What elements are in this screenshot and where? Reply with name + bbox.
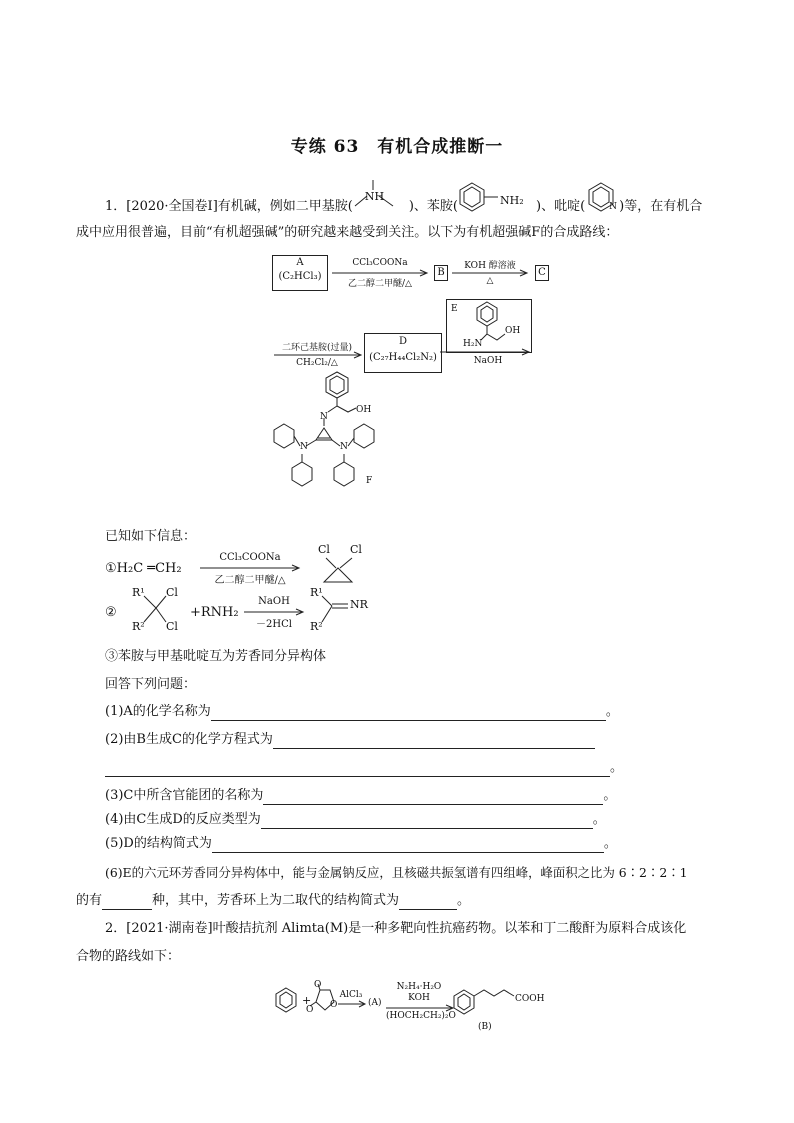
q2-plus: + (302, 994, 312, 1007)
sub2-text: (2)由B生成C的化学方程式为 (105, 732, 273, 747)
known1-reactant: ①H₂C ═CH₂ (105, 561, 182, 576)
sub2-line2 (105, 759, 623, 777)
q2-compound-b: (B) (478, 1022, 492, 1032)
known2-bottom-label: －2HCl (256, 619, 292, 630)
arrow3-top-label: 二环己基胺(过量) (281, 343, 353, 353)
known2-nr: NR (350, 598, 368, 611)
known2-num: ② (105, 605, 117, 620)
q1-line1-a: 1．[2020·全国卷Ⅰ]有机碱，例如二甲基胺( (105, 199, 353, 214)
q2-compound-a: (A) (368, 998, 382, 1008)
sub1-period: 。 (605, 704, 619, 719)
q2-anhydride-o1: O (314, 980, 322, 990)
page-title: 专练 63 有机合成推断一 (290, 137, 504, 157)
arrow4-bottom-label: NaOH (473, 356, 503, 366)
sub6-blank-structure[interactable] (399, 896, 457, 910)
nh-label: NH (364, 190, 385, 203)
compound-f-right-n: N (340, 442, 348, 452)
compound-e-label: E (451, 304, 458, 314)
compound-d-label: D (398, 336, 408, 347)
arrow2-top-label: KOH 醇溶液 (464, 261, 516, 271)
compound-c-box: C (535, 265, 549, 281)
known2-cl2: Cl (166, 620, 178, 633)
known2-top-label: NaOH (258, 596, 290, 607)
sub3 (105, 787, 616, 805)
sub4-text: (4)由C生成D的反应类型为 (105, 812, 261, 827)
arrow3-bottom-label: CH₂Cl₂/△ (296, 358, 338, 368)
known3: ③苯胺与甲基吡啶互为芳香同分异构体 (105, 649, 327, 664)
sub2-blank[interactable] (273, 735, 595, 749)
known-title: 已知如下信息： (105, 529, 197, 544)
sub6-line2 (76, 892, 470, 910)
sub4 (105, 811, 606, 829)
compound-f-left-n: N (300, 442, 308, 452)
q1-line2: 成中应用很普遍，目前“有机超强碱”的研究越来越受到关注。以下为有机超强碱F的合成路线： (76, 225, 619, 240)
sub5 (105, 835, 617, 853)
sub6-blank-count[interactable] (102, 896, 152, 910)
known2-product-r2: R² (310, 620, 323, 633)
pyridine-structure (585, 196, 619, 210)
compound-e-box (446, 299, 532, 353)
q2-arrow2-top2: KOH (408, 993, 430, 1003)
known2-product-r1: R¹ (310, 586, 323, 599)
q2-line2: 合物的路线如下： (76, 949, 181, 964)
arrow1-top-label: CCl₃COONa (352, 258, 408, 268)
sub4-blank[interactable] (261, 815, 593, 829)
compound-d-formula: (C₂₇H₄₄Cl₂N₂) (369, 352, 437, 363)
q2-arrow1-top: AlCl₃ (339, 990, 363, 1000)
q2-arrow2-top1: N₂H₄·H₂O (396, 982, 442, 992)
compound-b-box: B (434, 265, 448, 281)
sub4-period: 。 (592, 812, 606, 827)
sub1-blank[interactable] (211, 707, 606, 721)
sub1 (105, 703, 619, 721)
known2-r1: R¹ (132, 586, 145, 599)
q1-line1-d: )等，在有机合 (619, 199, 703, 214)
nh2-label: NH₂ (500, 194, 524, 207)
arrow1-bottom-label: 乙二醇二甲醚/△ (348, 279, 412, 289)
q2-arrow1-icon (338, 1001, 368, 1007)
compound-d-box (364, 333, 442, 373)
arrow4-icon (440, 349, 532, 355)
benzene-ring-icon (458, 182, 536, 212)
sub5-blank[interactable] (212, 839, 604, 853)
sub2-period: 。 (610, 760, 624, 775)
known1-bottom-label: 乙二醇二甲醚/△ (214, 575, 286, 586)
q2-cooh: COOH (515, 994, 545, 1004)
known2-r2: R² (132, 620, 145, 633)
sub6-text-a: 的有 (76, 893, 103, 908)
known2-plus-reagent: +RNH₂ (190, 605, 239, 620)
q1-line1-b: )、苯胺( (408, 199, 458, 214)
compound-a-formula: (C₂HCl₃) (278, 271, 322, 282)
q2-line1: 2．[2021·湖南卷]叶酸拮抗剂 Alimta(M)是一种多靶向性抗癌药物。以苯和丁二酸酐为原料合成该化 (105, 921, 687, 936)
compound-a-box (272, 255, 328, 291)
dimethylamine-structure (353, 190, 409, 210)
sub1-text: (1)A的化学名称为 (105, 704, 211, 719)
known1-top-label: CCl₃COONa (219, 552, 281, 563)
arrow2-bottom-label: △ (486, 276, 494, 286)
sub6-text-b: 种，其中，芳香环上为二取代的结构简式为 (152, 893, 400, 908)
sub6-period: 。 (457, 893, 471, 908)
compound-e-oh: OH (505, 326, 521, 336)
known2-gem-dichloride-icon (140, 592, 180, 632)
sub6-line1: (6)E的六元环芳香同分异构体中，能与金属钠反应，且核磁共振氢谱有四组峰，峰面积之比为 6∶2∶2∶1 (105, 865, 688, 880)
known1-cl2: Cl (350, 543, 362, 556)
q2-arrow2-bottom: (HOCH₂CH₂)₂O (386, 1011, 456, 1021)
q2-anhydride-o3: O (306, 1005, 314, 1015)
compound-e-h2n: H₂N (463, 339, 483, 349)
aniline-structure (458, 196, 536, 210)
q1-line1-c: )、吡啶( (536, 199, 586, 214)
q1-line1 (105, 190, 703, 216)
sub5-text: (5)D的结构简式为 (105, 836, 212, 851)
answer-prompt: 回答下列问题： (105, 677, 197, 692)
sub2-blank-2[interactable] (105, 763, 610, 777)
compound-f-oh: OH (356, 405, 372, 415)
q2-anhydride-o2: O (330, 1000, 338, 1010)
compound-f-label: F (366, 476, 373, 486)
compound-f-imine-n: N (320, 412, 328, 422)
sub3-text: (3)C中所含官能团的名称为 (105, 788, 264, 803)
sub2 (105, 731, 595, 749)
known1-cl1: Cl (318, 543, 330, 556)
sub5-period: 。 (603, 836, 617, 851)
sub3-period: 。 (603, 788, 617, 803)
sub3-blank[interactable] (263, 791, 603, 805)
compound-a-label: A (296, 257, 304, 268)
known2-cl1: Cl (166, 586, 178, 599)
pyridine-n-label: N (609, 202, 618, 212)
compound-f-structure-icon (268, 370, 388, 490)
